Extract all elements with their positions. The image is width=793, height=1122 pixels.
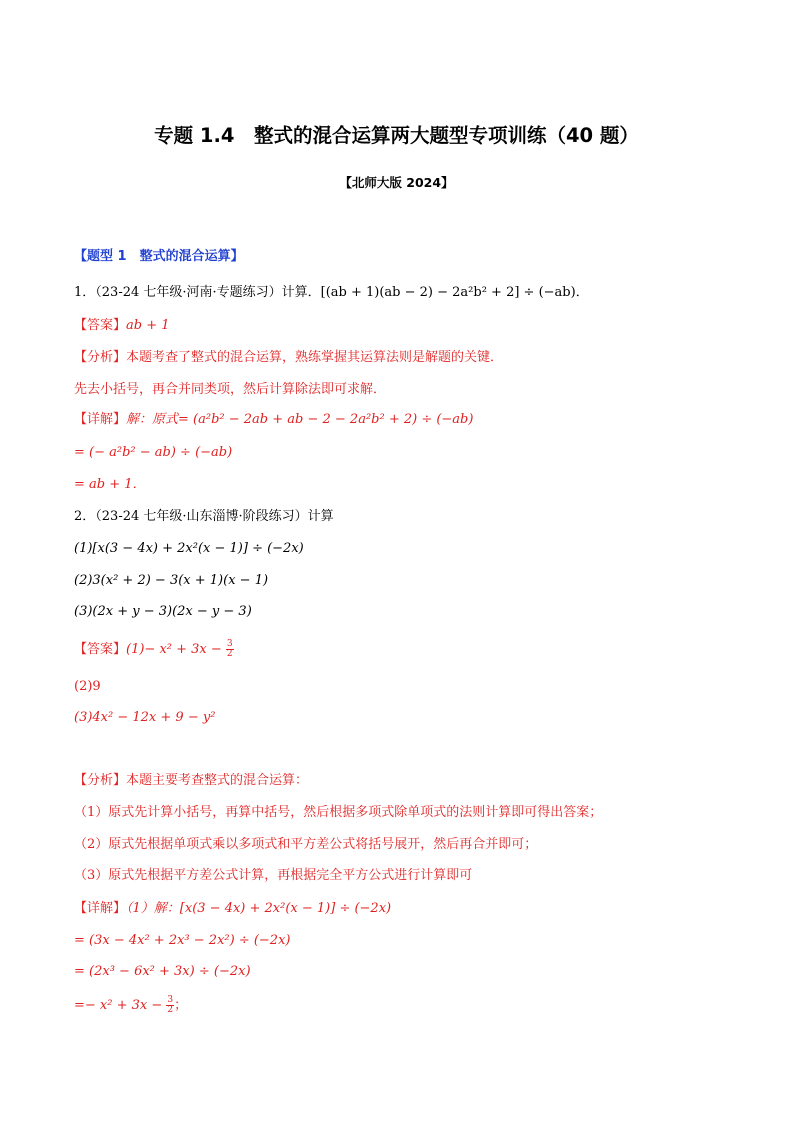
q1-prompt: 1．（23-24 七年级·河南·专题练习）计算．[(ab + 1)(ab − 2) − 2a²b² + 2] ÷ (−ab)． xyxy=(74,285,589,300)
q2-detail-2: = (3x − 4x² + 2x³ − 2x²) ÷ (−2x) xyxy=(74,933,291,948)
q2-detail-1: （1）解：[x(3 − 4x) + 2x²(x − 1)] ÷ (−2x) xyxy=(126,901,392,916)
q2-detail-line xyxy=(74,900,391,918)
q1-detail-line xyxy=(74,411,473,429)
q1-detail-3: = ab + 1． xyxy=(74,477,146,492)
q1-detail-2: = (− a²b² − ab) ÷ (−ab) xyxy=(74,445,233,460)
q2-analysis-4: （3）原式先根据平方差公式计算，再根据完全平方公式进行计算即可 xyxy=(74,868,473,883)
q2-answer-1-numerator: 3 xyxy=(226,639,233,649)
q2-part-3: (3)(2x + y − 3)(2x − y − 3) xyxy=(74,604,252,619)
q1-answer-line xyxy=(74,317,170,335)
q2-detail-4-denominator: 2 xyxy=(167,1005,174,1015)
q1-answer: ab + 1 xyxy=(126,318,170,333)
document-title: 专题 1.4 整式的混合运算两大题型专项训练（40 题） xyxy=(154,124,639,147)
section-heading: 【题型 1 整式的混合运算】 xyxy=(74,249,244,264)
q1-analysis-tag: 【分析】 xyxy=(74,350,127,365)
q2-answer-1: (1)− x² + 3x − xyxy=(126,642,226,657)
q2-analysis-1: 本题主要考查整式的混合运算： xyxy=(126,773,309,788)
q2-part-2: (2)3(x² + 2) − 3(x + 1)(x − 1) xyxy=(74,573,269,588)
q2-answer-3: (3)4x² − 12x + 9 − y² xyxy=(74,710,216,725)
q2-answer-2: (2)9 xyxy=(74,679,101,694)
q2-detail-4-end: ； xyxy=(174,998,188,1013)
q2-detail-4-line xyxy=(74,996,187,1015)
q2-answer-tag: 【答案】 xyxy=(74,642,127,657)
q2-detail-3: = (2x³ − 6x² + 3x) ÷ (−2x) xyxy=(74,964,251,979)
q2-analysis-3: （2）原式先根据单项式乘以多项式和平方差公式将括号展开，然后再合并即可； xyxy=(74,837,538,852)
q2-analysis-line xyxy=(74,772,308,790)
q2-analysis-2: （1）原式先计算小括号，再算中括号，然后根据多项式除单项式的法则计算即可得出答案； xyxy=(74,805,603,820)
q1-detail-1: 解：原式= (a²b² − 2ab + ab − 2 − 2a²b² + 2) ÷ (−ab) xyxy=(126,412,474,427)
q2-part-1: (1)[x(3 − 4x) + 2x²(x − 1)] ÷ (−2x) xyxy=(74,541,304,556)
edition-subtitle: 【北师大版 2024】 xyxy=(339,175,454,190)
q2-detail-4-fraction xyxy=(166,996,174,1015)
q1-analysis-line xyxy=(74,349,503,367)
q2-answer-1-denominator: 2 xyxy=(226,649,233,659)
q1-detail-tag: 【详解】 xyxy=(74,412,127,427)
q2-detail-4: =− x² + 3x − xyxy=(74,998,167,1013)
q2-detail-4-numerator: 3 xyxy=(167,995,174,1005)
q1-answer-tag: 【答案】 xyxy=(74,318,127,333)
q2-detail-tag: 【详解】 xyxy=(74,901,127,916)
q2-analysis-tag: 【分析】 xyxy=(74,773,127,788)
q2-prompt: 2．（23-24 七年级·山东淄博·阶段练习）计算 xyxy=(74,509,334,524)
q2-answer-line xyxy=(74,640,234,659)
q1-analysis-2: 先去小括号，再合并同类项，然后计算除法即可求解． xyxy=(74,382,387,397)
q2-answer-1-fraction xyxy=(226,640,234,659)
q1-analysis-1: 本题考查了整式的混合运算，熟练掌握其运算法则是解题的关键． xyxy=(126,350,504,365)
